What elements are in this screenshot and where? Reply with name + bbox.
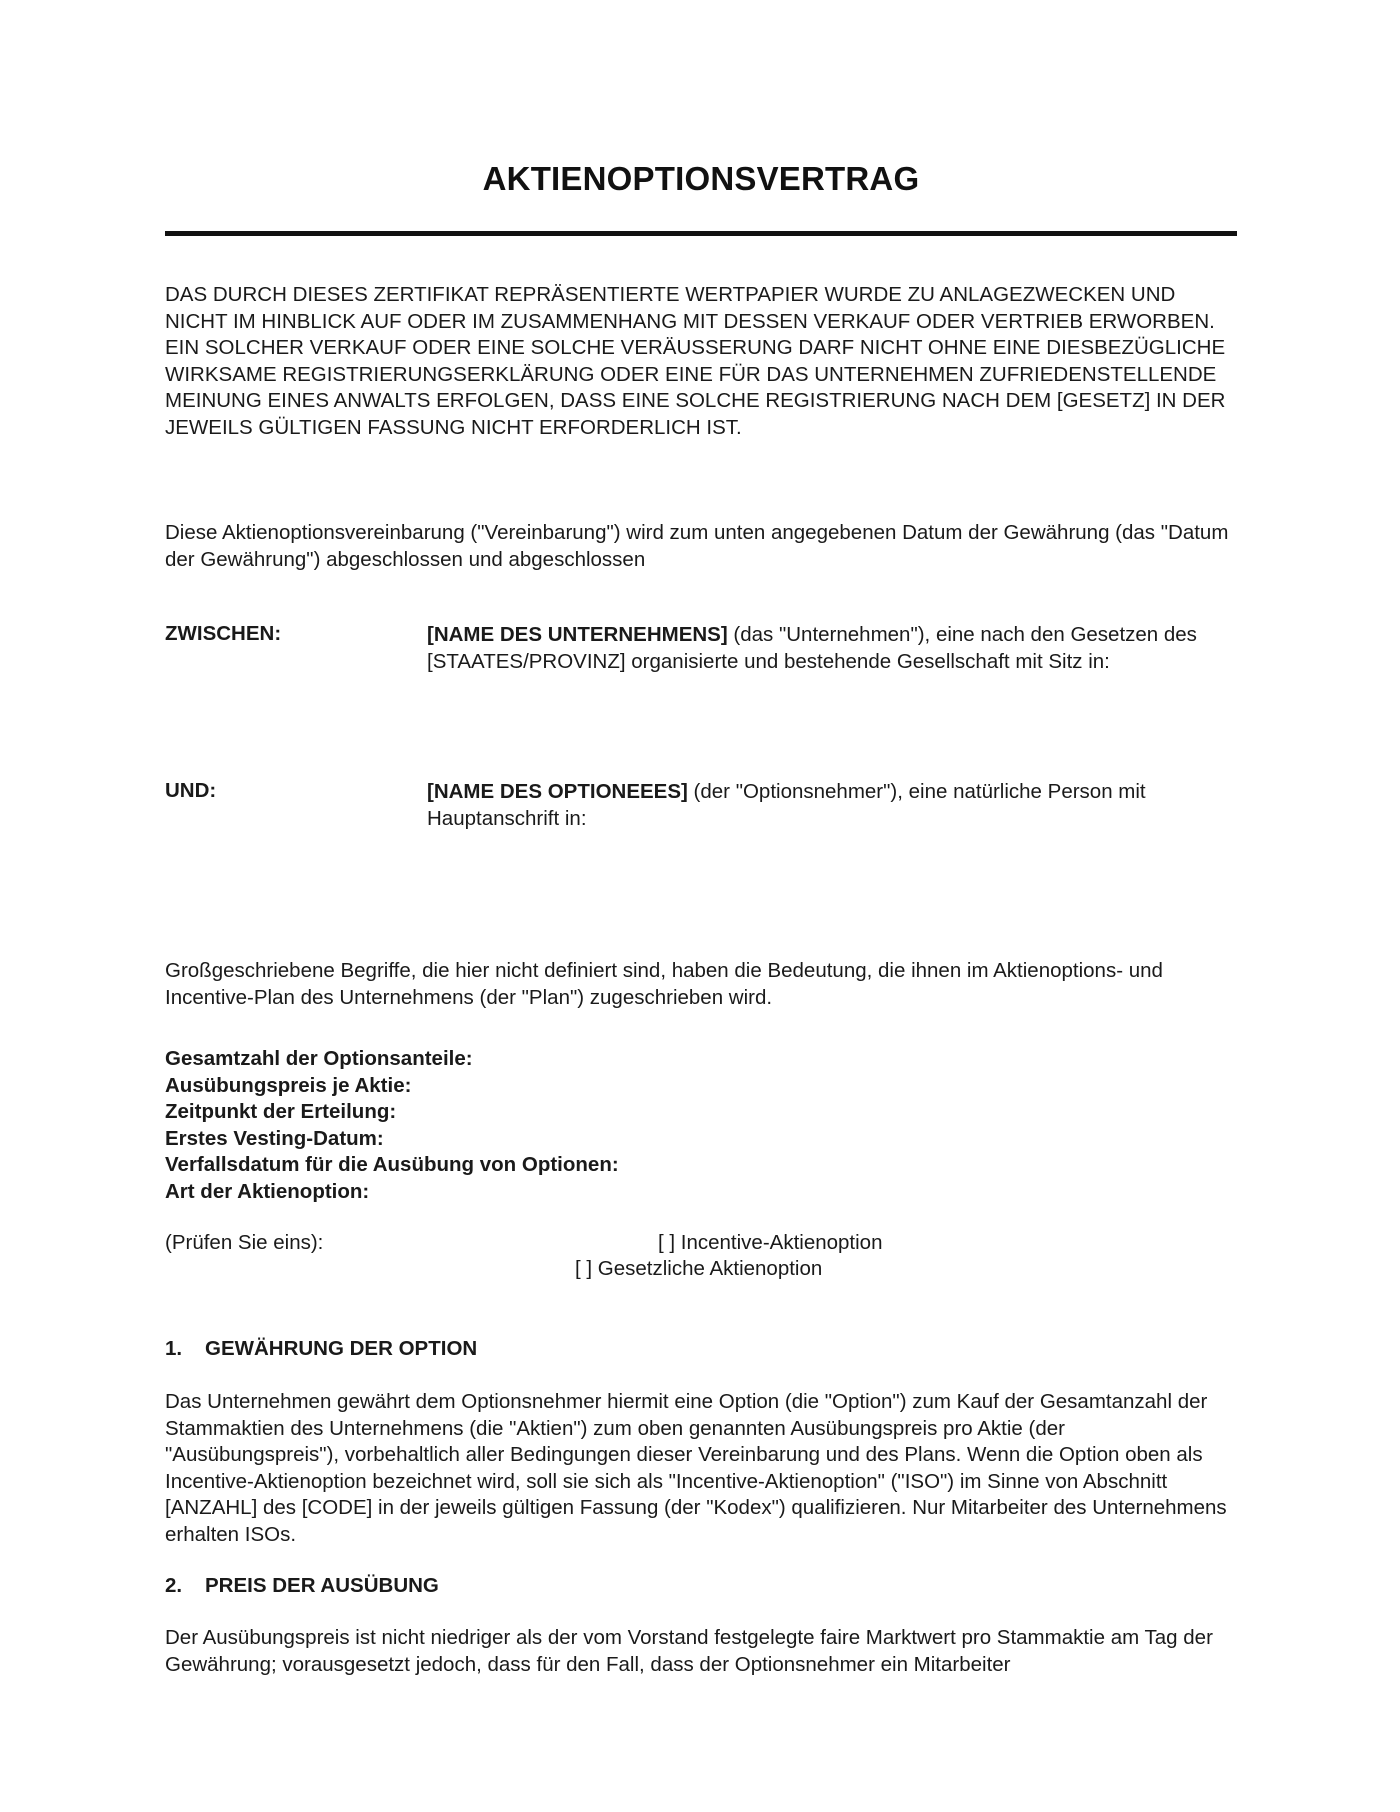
- section-2-heading: [165, 1574, 439, 1598]
- section-2-body: Der Ausübungspreis ist nicht niedriger als der vom Vorstand festgelegte faire Marktwert pro Stammaktie am Tag der Gewährung; vorausgesetzt jedoch, dass für den Fall, dass der Optionsnehmer ein Mitarbeiter: [165, 1626, 1213, 1676]
- section-2-number: 2.: [165, 1574, 183, 1597]
- section-2-title: PREIS DER AUSÜBUNG: [205, 1574, 439, 1597]
- intro-paragraph: Diese Aktienoptionsvereinbarung ("Vereinbarung") wird zum unten angegebenen Datum der Gewährung (das "Datum der Gewährung") abgeschlossen und abgeschlossen: [165, 521, 1229, 571]
- checkbox-incentive-option[interactable]: [ ] Incentive-Aktienoption: [658, 1231, 883, 1254]
- field-exercise-price: Ausübungspreis je Aktie:: [165, 1073, 412, 1097]
- party-label-between: ZWISCHEN:: [165, 622, 282, 645]
- checkbox-statutory-option[interactable]: [ ] Gesetzliche Aktienoption: [575, 1257, 823, 1280]
- definitions-paragraph: Großgeschriebene Begriffe, die hier nicht definiert sind, haben die Bedeutung, die ihnen im Aktienoptions- und Incentive-Plan des Unternehmens (der "Plan") zugeschrieben wird.: [165, 959, 1163, 1009]
- section-1-title: GEWÄHRUNG DER OPTION: [205, 1337, 478, 1360]
- option-fields: [165, 1046, 619, 1205]
- party-optionee: [427, 779, 1237, 832]
- securities-legend: DAS DURCH DIESES ZERTIFIKAT REPRÄSENTIERTE WERTPAPIER WURDE ZU ANLAGEZWECKEN UND NICHT IM HINBLICK AUF ODER IM ZUSAMMENHANG MIT DESSEN VERKAUF ODER VERTRIEB ERWORBEN. EIN SOLCHER VERKAUF ODER EINE SOLCHE VERÄUSSERUNG DARF NICHT OHNE EINE DIESBEZÜGLICHE WIRKSAME REGISTRIERUNGSERKLÄRUNG ODER EINE FÜR DAS UNTERNEHMEN ZUFRIEDENSTELLENDE MEINUNG EINES ANWALTS ERFOLGEN, DASS EINE SOLCHE REGISTRIERUNG NACH DEM [GESETZ] IN DER JEWEILS GÜLTIGEN FASSUNG NICHT ERFORDERLICH IST.: [165, 283, 1226, 439]
- optionee-description: (der "Optionsnehmer"), eine natürliche Person mit Hauptanschrift in:: [427, 780, 1146, 830]
- check-one-label: (Prüfen Sie eins):: [165, 1231, 324, 1254]
- optionee-name: [NAME DES OPTIONEEES]: [427, 780, 688, 803]
- field-option-type: Art der Aktienoption:: [165, 1179, 370, 1203]
- document-title: AKTIENOPTIONSVERTRAG: [482, 160, 920, 197]
- title-rule: [165, 231, 1237, 236]
- field-vesting-date: Erstes Vesting-Datum:: [165, 1126, 384, 1150]
- field-expiration-date: Verfallsdatum für die Ausübung von Optionen:: [165, 1153, 619, 1176]
- party-label-and: UND:: [165, 779, 217, 802]
- section-1-heading: [165, 1337, 477, 1361]
- party-company: [427, 622, 1237, 675]
- section-1-body: Das Unternehmen gewährt dem Optionsnehmer hiermit eine Option (die "Option") zum Kauf der Gesamtanzahl der Stammaktien des Unternehmens (die "Aktien") zum oben genannten Ausübungspreis pro Aktie (der "Ausübungspreis"), vorbehaltlich aller Bedingungen dieser Vereinbarung und des Plans. Wenn die Option oben als Incentive-Aktienoption bezeichnet wird, soll sie sich als "Incentive-Aktienoption" ("ISO") im Sinne von Abschnitt [ANZAHL] des [CODE] in der jeweils gültigen Fassung (der "Kodex") qualifizieren. Nur Mitarbeiter des Unternehmens erhalten ISOs.: [165, 1390, 1227, 1546]
- company-name: [NAME DES UNTERNEHMENS]: [427, 623, 728, 646]
- company-description: (das "Unternehmen"), eine nach den Gesetzen des [STAATES/PROVINZ] organisierte und bestehende Gesellschaft mit Sitz in:: [427, 623, 1197, 673]
- section-1-number: 1.: [165, 1337, 183, 1360]
- field-total-shares: Gesamtzahl der Optionsanteile:: [165, 1047, 473, 1070]
- field-grant-date: Zeitpunkt der Erteilung:: [165, 1100, 397, 1123]
